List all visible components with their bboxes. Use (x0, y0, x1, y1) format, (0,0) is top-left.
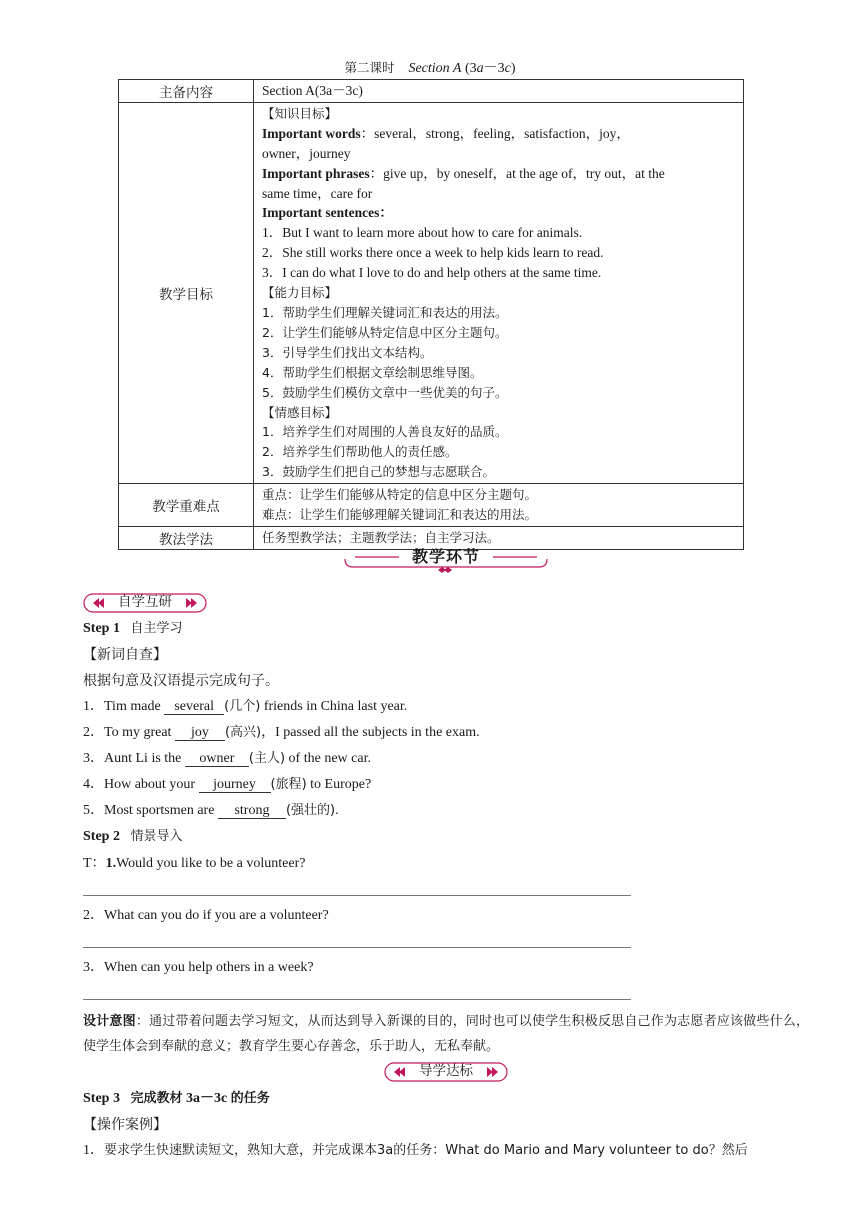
step2-heading (83, 828, 182, 846)
item-after: . (335, 803, 339, 818)
step1-label: Step 1 (83, 621, 120, 636)
answer-line-2[interactable] (83, 947, 631, 948)
emotion-item-1: 1．培养学生们对周围的人善良友好的品质。 (262, 424, 508, 440)
case-num: 1． (83, 1143, 104, 1158)
vocab-item-1 (83, 698, 407, 716)
design-label: 设计意图 (83, 1014, 136, 1029)
title-range-c: c (504, 61, 511, 76)
lesson-plan-table (118, 79, 744, 550)
item-num: 3． (83, 751, 104, 766)
item-num: 1． (83, 699, 104, 714)
answer-blank: journey (199, 777, 271, 793)
sentence-2: 2．She still works there once a week to help kids learn to read. (262, 245, 604, 261)
self-study-pill (83, 592, 207, 614)
sentences-colon: ： (379, 205, 393, 221)
important-words-2: owner，journey (262, 145, 351, 161)
item-after: friends in China last year. (260, 699, 408, 714)
case-heading: 【操作案例】 (83, 1117, 167, 1133)
title-range-prefix: (3 (464, 61, 477, 76)
guided-pill (384, 1061, 508, 1083)
methods-value: 任务型教学法；主题教学法；自主学习法。 (254, 526, 744, 549)
important-phrases (262, 164, 734, 184)
step1-title: 自主学习 (130, 621, 183, 636)
title-lesson: 第二课时 (344, 60, 395, 75)
emotion-item-2: 2．培养学生们帮助他人的责任感。 (262, 444, 458, 460)
important-sentences (262, 203, 734, 223)
question-1 (83, 855, 305, 873)
item-hint: (主人) (248, 751, 286, 766)
step3-label: Step 3 (83, 1091, 120, 1106)
case-text: 要求学生快速默读短文，熟知大意，并完成课本3a的任务：What do Mario and Mary volunteer to do？然后 (104, 1143, 748, 1158)
question-text: What can you do if you are a volunteer? (104, 908, 329, 923)
step2-label: Step 2 (83, 829, 120, 844)
item-hint: (几个) (224, 699, 261, 714)
item-before: Most sportsmen are (104, 803, 218, 818)
question-num: 3． (83, 960, 104, 975)
answer-blank: joy (175, 725, 225, 741)
vocab-item-5 (83, 802, 339, 820)
phrases-label: Important phrases (262, 165, 370, 181)
item-num: 4． (83, 777, 104, 792)
important-phrases-2: same time，care for (262, 185, 373, 201)
key-point (262, 485, 734, 505)
value-content: Section A(3a－3c) (254, 80, 744, 103)
ability-item-4: 4．帮助学生们根据文章绘制思维导图。 (262, 364, 483, 380)
vocab-heading: 【新词自查】 (83, 647, 167, 663)
page-title (0, 57, 860, 77)
emotion-heading: 【情感目标】 (262, 404, 338, 420)
label-content: 主备内容 (119, 80, 254, 103)
knowledge-heading: 【知识目标】 (262, 105, 338, 121)
key-points-content (254, 484, 744, 527)
label-methods: 教法学法 (119, 526, 254, 549)
phrases-value: ：give up，by oneself，at the age of，try out，at the (369, 165, 665, 181)
step1-heading (83, 620, 182, 638)
item-after: ，I passed all the subjects in the exam. (261, 725, 480, 740)
vocab-item-2 (83, 724, 480, 742)
item-hint: (强壮的) (285, 803, 336, 818)
case-item-1 (83, 1142, 748, 1160)
step2-title: 情景导入 (130, 829, 183, 844)
item-num: 2． (83, 725, 104, 740)
step3-heading (83, 1090, 270, 1108)
ability-item-3: 3．引导学生们找出文本结构。 (262, 344, 433, 360)
item-num: 5． (83, 803, 104, 818)
guided-title: 导学达标 (419, 1063, 473, 1079)
row-key-points (119, 484, 744, 527)
question-num: 1. (105, 856, 117, 871)
sentence-1: 1．But I want to learn more about how to care for animals. (262, 225, 583, 241)
question-3 (83, 959, 314, 977)
item-before: Aunt Li is the (104, 751, 185, 766)
goals-content (254, 102, 744, 483)
ability-heading: 【能力目标】 (262, 285, 338, 301)
label-goals: 教学目标 (119, 102, 254, 483)
emotion-item-3: 3．鼓励学生们把自己的梦想与志愿联合。 (262, 464, 495, 480)
item-before: To my great (104, 725, 175, 740)
difficult-value: ：让学生们能够理解关键词汇和表达的用法。 (287, 507, 538, 523)
question-num: 2． (83, 908, 104, 923)
title-range-suffix: ) (510, 61, 516, 76)
step3-title-suffix: 的任务 (230, 1091, 270, 1106)
item-hint: (旅程) (270, 777, 307, 792)
item-after: of the new car. (285, 751, 371, 766)
vocab-item-4 (83, 776, 371, 794)
row-content (119, 80, 744, 103)
answer-line-3[interactable] (83, 999, 631, 1000)
step3-title-range: 3a－3c (185, 1091, 228, 1106)
title-range-a: a (476, 61, 484, 76)
design-intent (83, 1009, 809, 1059)
key-label: 重点 (262, 487, 288, 503)
label-key-points: 教学重难点 (119, 484, 254, 527)
difficult-point (262, 505, 734, 525)
answer-blank: several (164, 699, 224, 715)
answer-line-1[interactable] (83, 895, 631, 896)
self-study-title: 自学互研 (118, 594, 172, 610)
difficult-label: 难点 (262, 507, 288, 523)
question-prefix: T： (83, 856, 106, 871)
title-section: Section A (408, 61, 462, 76)
row-goals (119, 102, 744, 483)
important-words (262, 124, 734, 144)
teaching-section-banner (343, 546, 549, 574)
key-value: ：让学生们能够从特定的信息中区分主题句。 (287, 487, 538, 503)
question-text: When can you help others in a week? (104, 960, 314, 975)
title-range-mid: －3 (483, 61, 505, 76)
item-after: to Europe? (306, 777, 372, 792)
ability-item-2: 2．让学生们能够从特定信息中区分主题句。 (262, 324, 508, 340)
item-before: How about your (104, 777, 199, 792)
question-text: Would you like to be a volunteer? (116, 856, 306, 871)
vocab-instruction: 根据句意及汉语提示完成句子。 (83, 673, 279, 689)
item-before: Tim made (104, 699, 165, 714)
teaching-section-title: 教学环节 (411, 547, 480, 566)
vocab-item-3 (83, 750, 371, 768)
answer-blank: strong (218, 803, 286, 819)
question-2 (83, 907, 329, 925)
design-text: ：通过带着问题去学习短文，从而达到导入新课的目的，同时也可以使学生积极反思自己作为志愿者应该做些什么，使学生体会到奉献的意义；教育学生要心存善念，乐于助人，无私奉献。 (83, 1014, 809, 1054)
words-value: ：several，strong，feeling，satisfaction，joy， (360, 125, 630, 141)
answer-blank: owner (185, 751, 249, 767)
item-hint: (高兴) (224, 725, 262, 740)
sentence-3: 3．I can do what I love to do and help others at the same time. (262, 265, 602, 281)
words-label: Important words (262, 125, 361, 141)
ability-item-1: 1．帮助学生们理解关键词汇和表达的用法。 (262, 304, 508, 320)
ability-item-5: 5．鼓励学生们模仿文章中一些优美的句子。 (262, 384, 508, 400)
step3-title-cn: 完成教材 (130, 1091, 183, 1106)
sentences-label: Important sentences (262, 205, 380, 221)
